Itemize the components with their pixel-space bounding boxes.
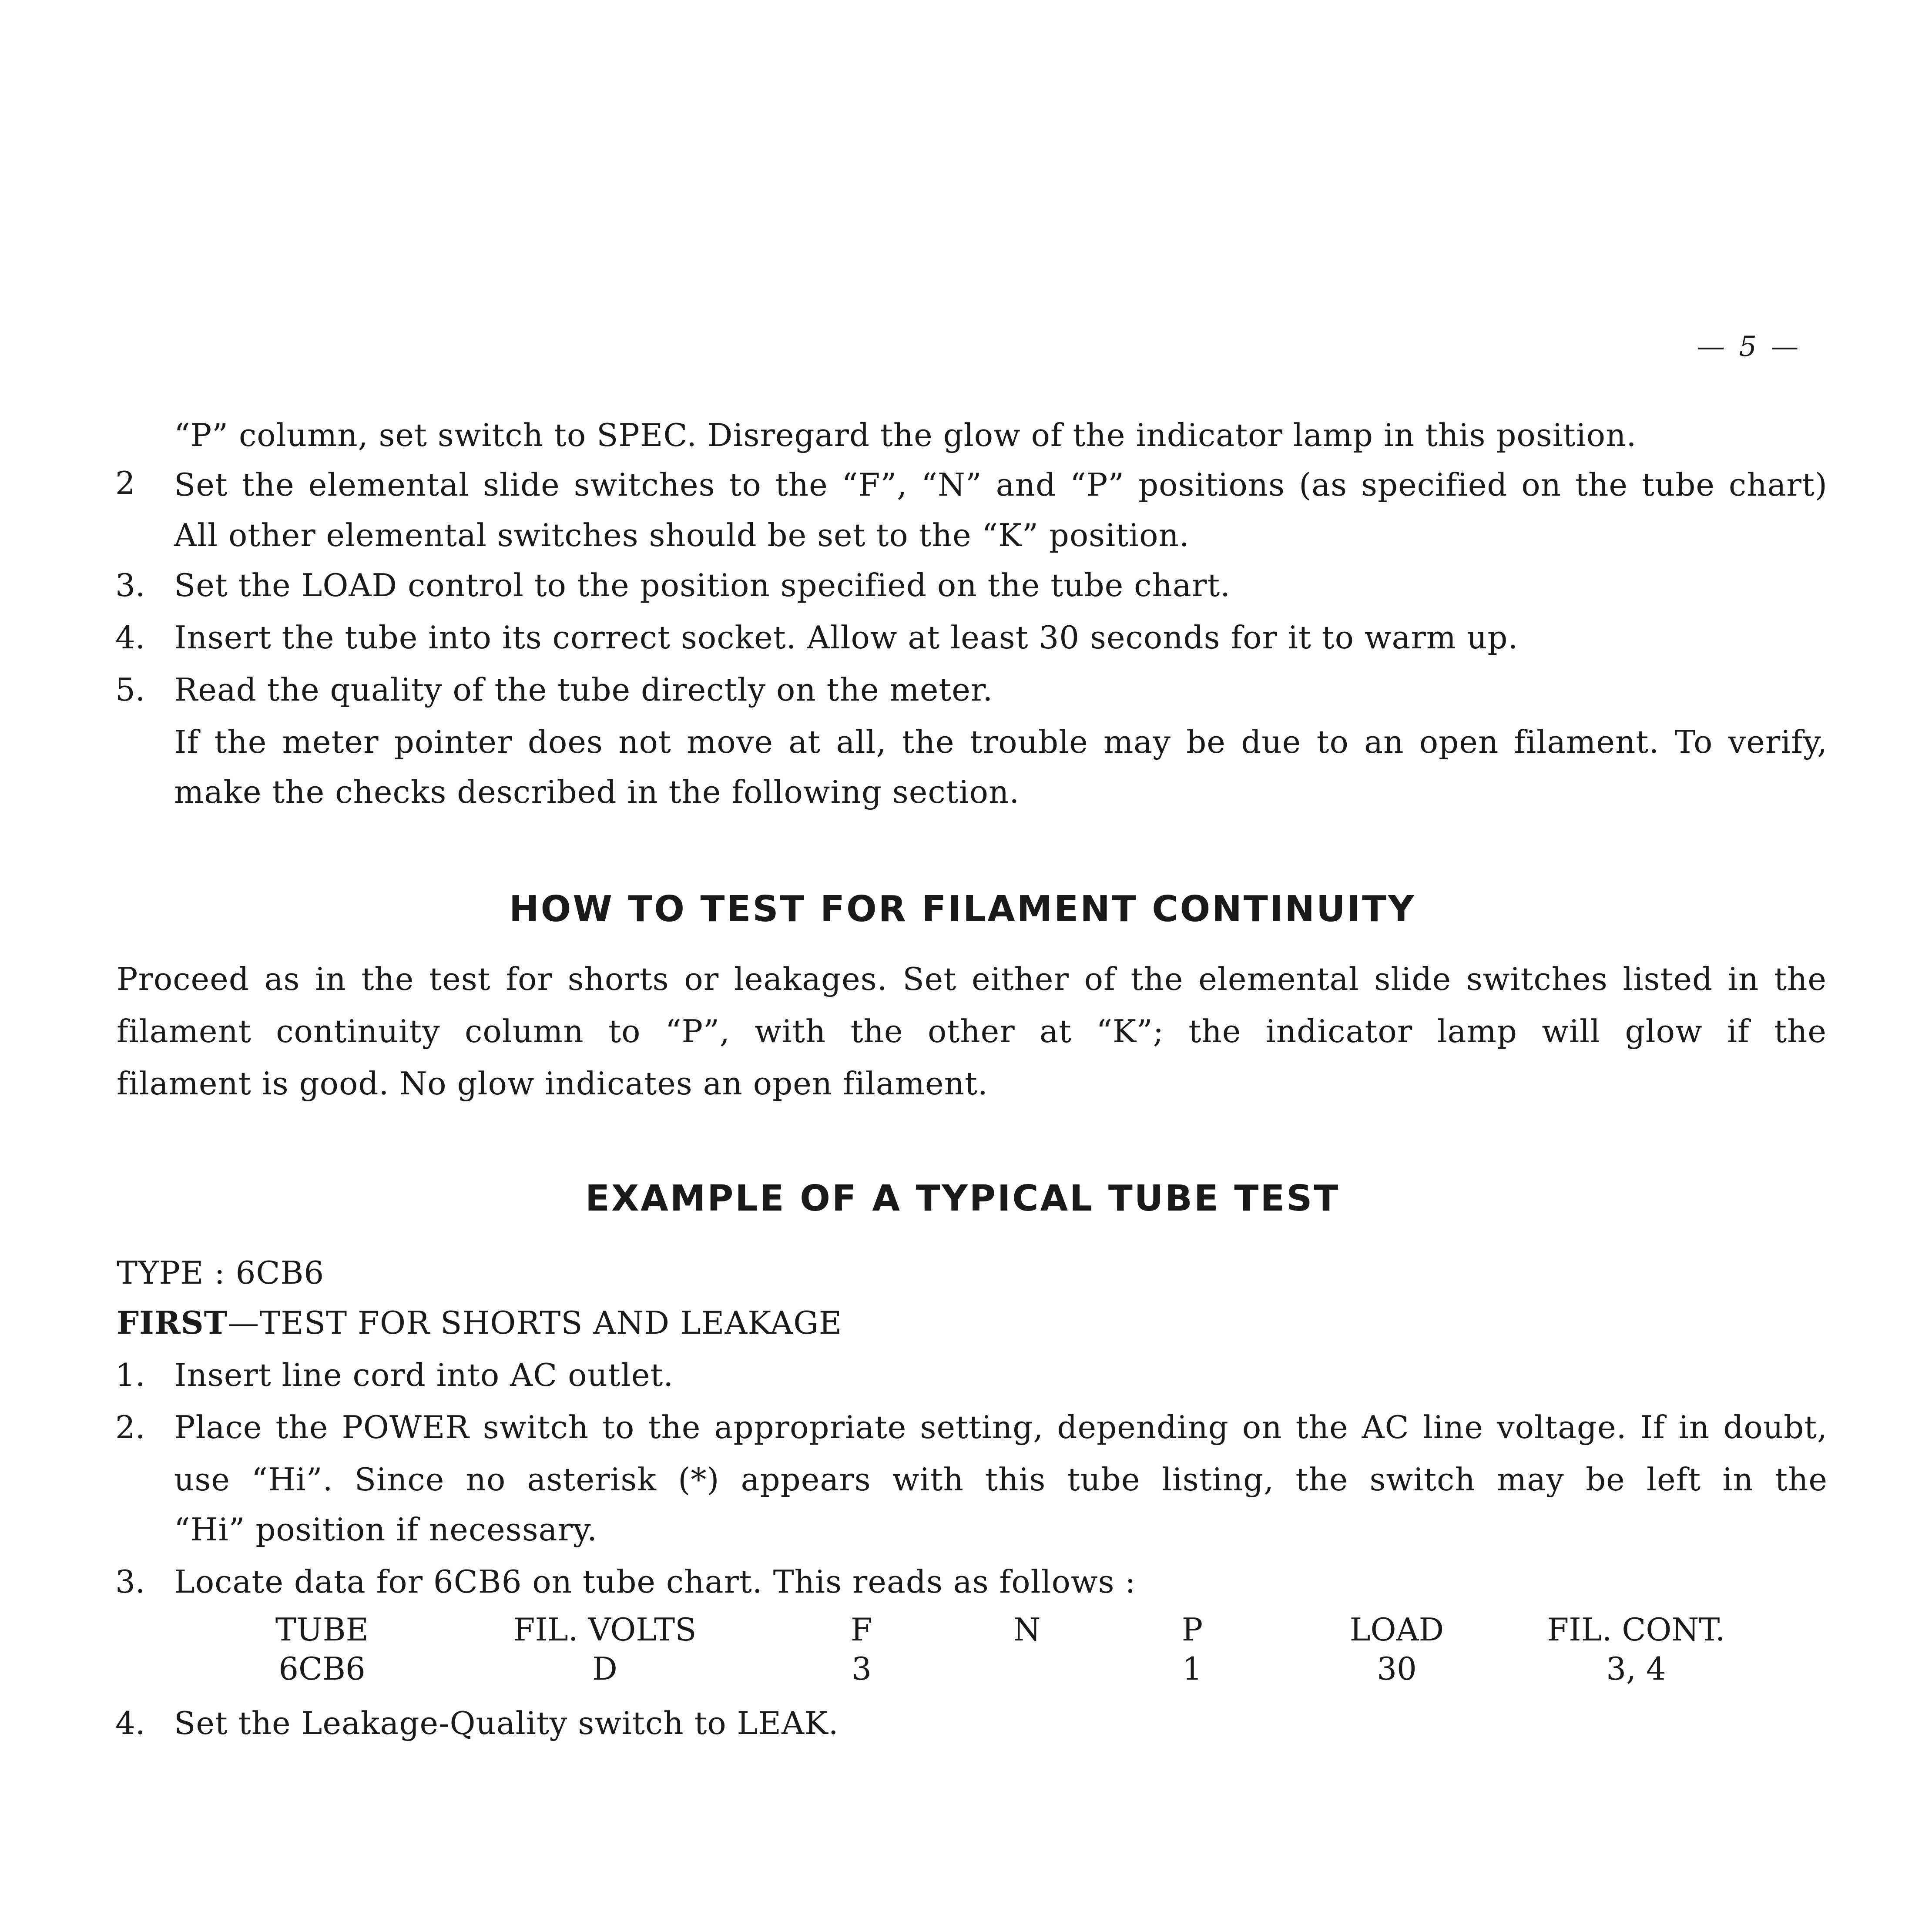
table-header-fil-volts: FIL. VOLTS xyxy=(513,1611,697,1648)
table-cell-fil-volts: D xyxy=(592,1650,617,1687)
list-item-line: Set the LOAD control to the position specified on the tube chart. xyxy=(174,567,1231,604)
list-item-line: make the checks described in the following section. xyxy=(174,774,1020,810)
table-header-load: LOAD xyxy=(1349,1611,1444,1648)
list-item-line: Insert the tube into its correct socket. Allow at least 30 seconds for it to warm up. xyxy=(174,619,1519,656)
step-line: Place the POWER switch to the appropriate setting, depending on the AC line voltage. If in doubt, xyxy=(174,1409,1828,1446)
first-test-title: —TEST FOR SHORTS AND LEAKAGE xyxy=(228,1305,842,1341)
paragraph-line: Proceed as in the test for shorts or leakages. Set either of the elemental slide switches listed in the xyxy=(117,961,1827,997)
list-continuation-line: “P” column, set switch to SPEC. Disregard the glow of the indicator lamp in this position. xyxy=(174,417,1637,453)
table-cell-p: 1 xyxy=(1182,1650,1202,1687)
paragraph-line: filament continuity column to “P”, with the other at “K”; the indicator lamp will glow if the xyxy=(117,1013,1827,1050)
step-line: use “Hi”. Since no asterisk (*) appears with this tube listing, the switch may be left in the xyxy=(174,1461,1828,1498)
step-line: Insert line cord into AC outlet. xyxy=(174,1357,674,1393)
table-header-tube: TUBE xyxy=(275,1611,369,1648)
first-label: FIRST xyxy=(117,1304,228,1341)
step-line: Set the Leakage-Quality switch to LEAK. xyxy=(174,1705,839,1741)
table-cell-fil-cont: 3, 4 xyxy=(1606,1650,1666,1687)
list-item-number: 2 xyxy=(115,465,135,501)
list-item-line: If the meter pointer does not move at all, the trouble may be due to an open filament. To verify, xyxy=(174,724,1828,760)
first-test-heading xyxy=(117,1301,842,1345)
step-number: 4. xyxy=(115,1705,145,1741)
table-header-f: F xyxy=(851,1611,872,1648)
table-header-n: N xyxy=(1013,1611,1041,1648)
list-item-number: 4. xyxy=(115,619,145,656)
step-number: 1. xyxy=(115,1357,145,1393)
table-cell-tube: 6CB6 xyxy=(278,1650,366,1687)
list-item-line: Read the quality of the tube directly on the meter. xyxy=(174,671,993,708)
section-heading-filament: HOW TO TEST FOR FILAMENT CONTINUITY xyxy=(509,889,1416,930)
step-number: 3. xyxy=(115,1563,145,1600)
list-item-number: 5. xyxy=(115,671,145,708)
table-header-p: P xyxy=(1181,1611,1203,1648)
list-item-line: Set the elemental slide switches to the “F”, “N” and “P” positions (as specified on the tube chart) xyxy=(174,466,1828,503)
list-item-number: 3. xyxy=(115,567,145,604)
table-cell-f: 3 xyxy=(852,1650,872,1687)
page-number: — 5 — xyxy=(1697,331,1801,363)
step-line: Locate data for 6CB6 on tube chart. This reads as follows : xyxy=(174,1563,1136,1600)
table-header-fil-cont: FIL. CONT. xyxy=(1547,1611,1725,1648)
list-item-line: All other elemental switches should be set to the “K” position. xyxy=(174,517,1190,553)
section-heading-example: EXAMPLE OF A TYPICAL TUBE TEST xyxy=(585,1178,1340,1219)
step-line: “Hi” position if necessary. xyxy=(174,1511,598,1548)
step-number: 2. xyxy=(115,1409,145,1446)
table-cell-load: 30 xyxy=(1377,1650,1417,1687)
tube-type-line: TYPE : 6CB6 xyxy=(117,1254,325,1291)
paragraph-line: filament is good. No glow indicates an open filament. xyxy=(117,1065,988,1102)
